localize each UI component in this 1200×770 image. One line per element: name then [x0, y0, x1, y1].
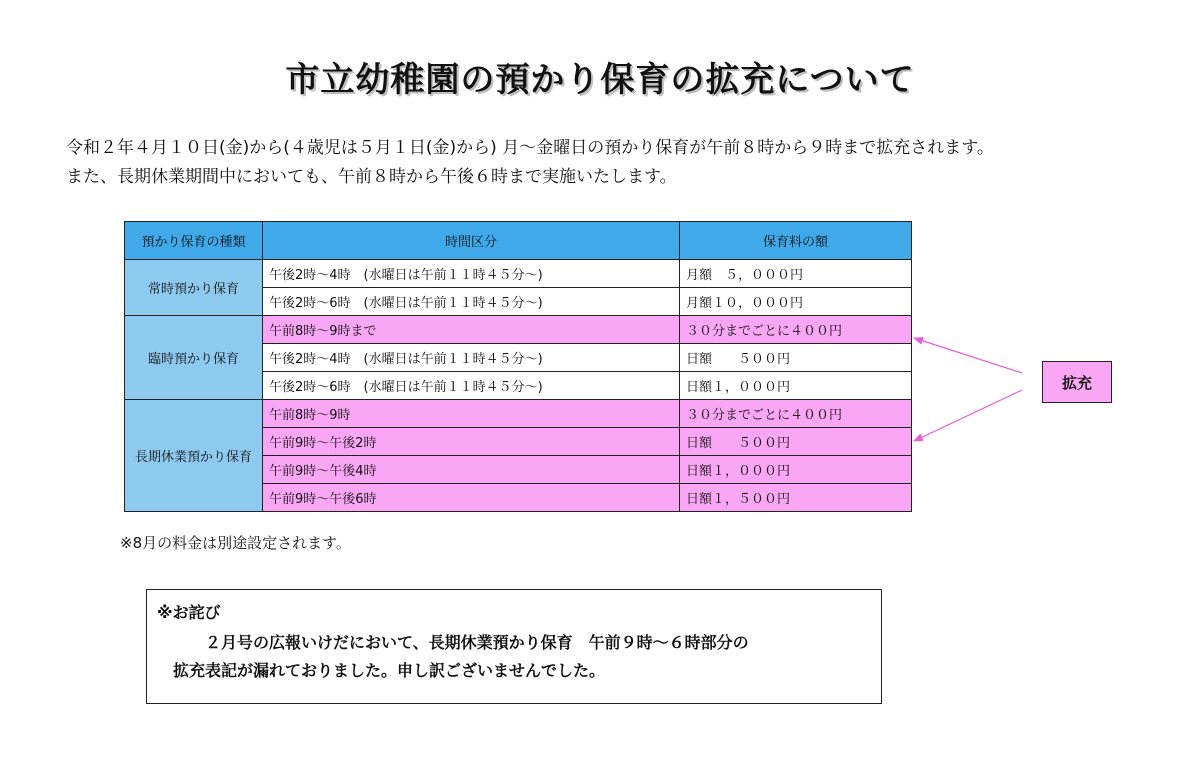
- august-fee-note: ※8月の料金は別途設定されます。: [120, 534, 351, 552]
- fee-cell: ３０分までごとに４００円: [680, 400, 912, 428]
- time-cell: 午前9時～午後6時: [263, 484, 680, 512]
- apology-line-1: ２月号の広報いけだにおいて、長期休業預かり保育 午前９時～６時部分の: [205, 633, 749, 652]
- fee-cell: 日額 ５００円: [680, 428, 912, 456]
- page-title: 市立幼稚園の預かり保育の拡充について: [285, 60, 915, 100]
- apology-box: [146, 589, 882, 704]
- time-cell: 午前9時～午後4時: [263, 456, 680, 484]
- header-type: 預かり保育の種類: [125, 222, 263, 260]
- time-cell: 午前8時～9時まで: [263, 316, 680, 344]
- apology-line-2: 拡充表記が漏れておりました。申し訳ございませんでした。: [173, 661, 606, 680]
- expansion-badge: 拡充: [1042, 361, 1112, 403]
- header-time: 時間区分: [263, 222, 680, 260]
- time-cell: 午後2時～6時 (水曜日は午前１１時４５分～): [263, 372, 680, 400]
- fee-cell: 月額 ５，０００円: [680, 260, 912, 288]
- care-type-cell: 常時預かり保育: [125, 260, 263, 316]
- time-cell: 午前8時～9時: [263, 400, 680, 428]
- fee-cell: 日額１，０００円: [680, 372, 912, 400]
- care-type-cell: 臨時預かり保育: [125, 316, 263, 400]
- intro-line-1: 令和２年４月１０日(金)から(４歳児は５月１日(金)から) 月～金曜日の預かり保育が午前８時から９時まで拡充されます。: [66, 138, 994, 158]
- apology-heading: ※お詫び: [157, 603, 221, 622]
- fee-cell: 日額 ５００円: [680, 344, 912, 372]
- intro-line-2: また、長期休業期間中においても、午前８時から午後６時まで実施いたします。: [66, 167, 677, 187]
- time-cell: 午後2時～4時 (水曜日は午前１１時４５分～): [263, 344, 680, 372]
- fee-cell: 日額１，５００円: [680, 484, 912, 512]
- arrow-to-holiday-row: [914, 390, 1022, 441]
- header-fee: 保育料の額: [680, 222, 912, 260]
- time-cell: 午後2時～6時 (水曜日は午前１１時４５分～): [263, 288, 680, 316]
- time-cell: 午後2時～4時 (水曜日は午前１１時４５分～): [263, 260, 680, 288]
- fee-cell: 日額１，０００円: [680, 456, 912, 484]
- fee-cell: 月額１０，０００円: [680, 288, 912, 316]
- fee-cell: ３０分までごとに４００円: [680, 316, 912, 344]
- arrow-to-temporary-row: [914, 338, 1022, 373]
- time-cell: 午前9時～午後2時: [263, 428, 680, 456]
- care-type-cell: 長期休業預かり保育: [125, 400, 263, 512]
